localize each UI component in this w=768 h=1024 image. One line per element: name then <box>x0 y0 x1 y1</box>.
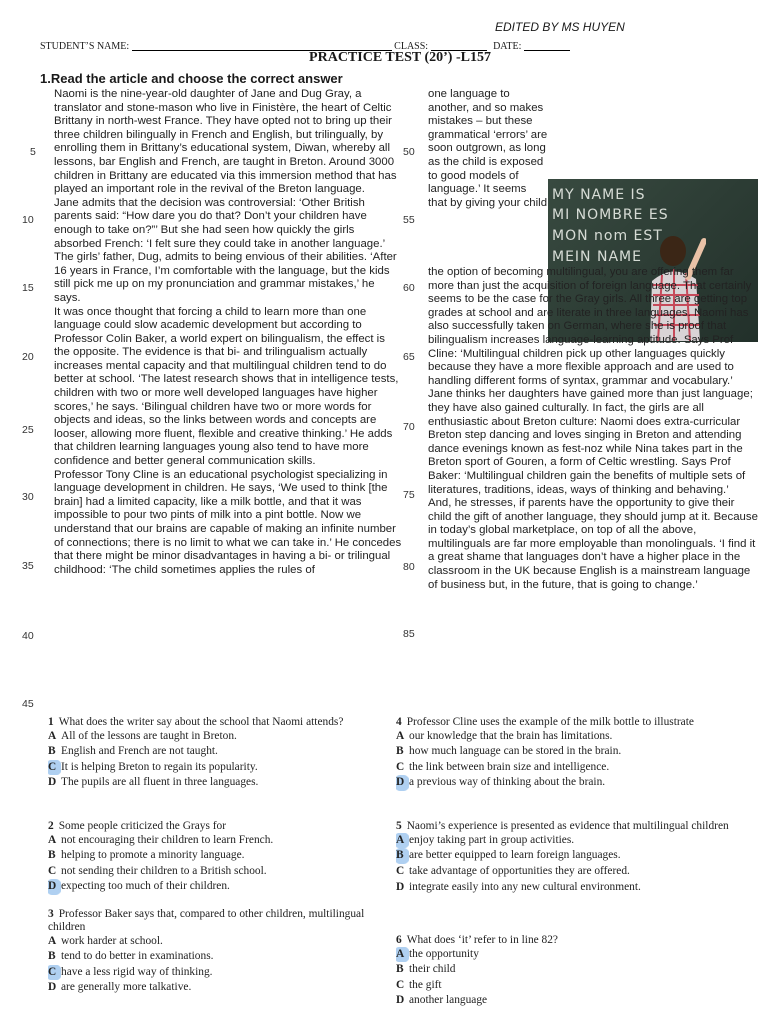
article-left-column <box>54 88 402 577</box>
article-paragraph: one language to another, and so makes mistakes – but these grammatical ‘errors’ are soon outgrown, as long as the child is exposed to good models of language.’ It seems that by giving your child <box>428 88 548 209</box>
line-number: 35 <box>22 560 34 572</box>
question-5 <box>396 820 736 894</box>
option-c[interactable]: C the link between brain size and intelligence. <box>396 760 610 773</box>
chalk-text: MON nom EST <box>552 228 663 244</box>
edited-by: EDITED BY MS HUYEN <box>495 20 625 34</box>
option-c[interactable]: C take advantage of opportunities they are offered. <box>396 864 630 877</box>
question-4 <box>396 716 736 791</box>
question-stem: 6 What does ‘it’ refer to in line 82? <box>396 934 558 946</box>
option-d[interactable]: D The pupils are all fluent in three languages. <box>48 776 259 789</box>
line-number: 60 <box>403 282 415 294</box>
option-a[interactable]: A our knowledge that the brain has limitations. <box>396 730 613 742</box>
answer-mark: D <box>396 775 409 790</box>
line-number: 15 <box>22 282 34 294</box>
line-number: 80 <box>403 561 415 573</box>
question-3 <box>48 908 378 996</box>
option-d[interactable]: D expecting too much of their children. <box>48 879 378 894</box>
student-name-label: STUDENT’S NAME: <box>40 41 130 52</box>
article <box>0 88 768 710</box>
option-b[interactable]: B are better equipped to learn foreign languages. <box>396 848 736 863</box>
line-number: 20 <box>22 351 34 363</box>
question-stem: 4 Professor Cline uses the example of the milk bottle to illustrate <box>396 716 694 728</box>
line-number: 85 <box>403 628 415 640</box>
line-number: 25 <box>22 424 34 436</box>
article-right-top <box>428 88 548 210</box>
answer-mark: D <box>48 879 61 894</box>
option-a[interactable]: A enjoy taking part in group activities. <box>396 833 736 848</box>
option-d[interactable]: D integrate easily into any new cultural environment. <box>396 881 641 894</box>
line-number: 50 <box>403 146 415 158</box>
question-stem: 5 Naomi’s experience is presented as evidence that multilingual children <box>396 820 729 832</box>
option-a[interactable]: A the opportunity <box>396 947 736 962</box>
option-d[interactable]: D another language <box>396 994 488 1007</box>
option-a[interactable]: A not encouraging their children to learn French. <box>48 834 274 846</box>
option-c[interactable]: C have a less rigid way of thinking. <box>48 965 378 980</box>
option-c[interactable]: C It is helping Breton to regain its popularity. <box>48 760 378 775</box>
article-paragraph: the option of becoming multilingual, you are offering them far more than just the acquisition of foreign language. That certainly seems to be the case for the Gray girls. All three are getting top grades at school and are literate in three languages. Naomi has also successfully taken on German, where she is proof that bilingualism increases language-learning aptitude. Says Prof Cline: ‘Multilingual children pick up other languages quickly because they have a more flexible approach and are used to handling different forms of syntax, grammar and vocabulary.’ <box>428 266 752 387</box>
chalk-text: MEIN NAME <box>552 249 642 265</box>
answer-mark: C <box>48 760 61 775</box>
line-number: 40 <box>22 630 34 642</box>
option-c[interactable]: C the gift <box>396 978 442 991</box>
line-number: 70 <box>403 421 415 433</box>
question-stem: 1 What does the writer say about the school that Naomi attends? <box>48 716 344 728</box>
line-number: 10 <box>22 214 34 226</box>
class-label: CLASS: <box>394 41 429 52</box>
article-right-column <box>428 266 758 592</box>
article-paragraph: And, he stresses, if parents have the opportunity to give their child the gift of another language, they should jump at it. Because in today’s global marketplace, on top of all the above, multilinguals are far more employable than monolinguals. ‘I find it a great shame that languages don’t have a higher place in the classroom in the UK because English is a mainstream language of business but, in the future, that is going to change.’ <box>428 497 758 591</box>
question-2 <box>48 820 378 895</box>
test-title: PRACTICE TEST (20’) -L157 <box>309 50 491 65</box>
article-paragraph: Jane thinks her daughters have gained more than just language; they have also gained culturally. In fact, the girls are all enthusiastic about Breton culture: Naomi does extra-curricular Breton step dancing and loves singing in Breton and attending dance evenings known as fest-noz while Nina takes part in the Breton sport of Gouren, a form of Celtic wrestling. Says Prof Baker: ‘Multilingual children gain the benefits of multiple sets of literatures, traditions, ideas, ways of thinking and behaving.’ <box>428 388 753 496</box>
line-number: 45 <box>22 698 34 710</box>
line-number: 75 <box>403 489 415 501</box>
article-paragraph: Professor Tony Cline is an educational psychologist specializing in language development in children. He says, ‘We used to think [the brain] had a limited capacity, like a milk bottle, and that it was impossible to pour two pints of milk into a pint bottle. Now we understand that our brains are capable of making an infinite number of connections; there is no limit to what we can take in.’ He concedes that there might be minor disadvantages in having a bi- or trilingual childhood: ‘The child sometimes applies the rules of <box>54 468 402 576</box>
option-d[interactable]: D a previous way of thinking about the brain. <box>396 775 736 790</box>
question-1 <box>48 716 378 791</box>
question-stem: 3 Professor Baker says that, compared to other children, multilingual children <box>48 908 365 933</box>
article-paragraph: Naomi is the nine-year-old daughter of Jane and Dug Gray, a translator and stone-mason who live in Finistère, the heart of Celtic Brittany in north-west France. They have opted not to bring up their three children bilingually in French and English, but trilingually, by enrolling them in Brittany’s educational system, Diwan, whereby all lessons, bar English and French, are taught in Breton. Around 3000 children in Brittany are educated via this immersion method that has played an important role in the revival of the Breton language. <box>54 88 397 196</box>
option-a[interactable]: A work harder at school. <box>48 935 163 947</box>
question-stem: 2 Some people criticized the Grays for <box>48 820 227 832</box>
chalk-text: MY NAME IS <box>552 187 646 203</box>
questions-section <box>0 716 768 1016</box>
question-6 <box>396 934 736 1009</box>
answer-mark: B <box>396 848 409 863</box>
option-b[interactable]: B their child <box>396 963 456 976</box>
option-b[interactable]: B English and French are not taught. <box>48 745 218 758</box>
chalk-text: MI NOMBRE ES <box>552 207 669 223</box>
task-instruction: 1.Read the article and choose the correct answer <box>40 71 343 86</box>
line-number: 55 <box>403 214 415 226</box>
answer-mark: A <box>396 833 409 848</box>
line-number: 5 <box>30 146 36 158</box>
answer-mark: A <box>396 947 409 962</box>
option-b[interactable]: B how much language can be stored in the brain. <box>396 745 622 758</box>
date-label: DATE: <box>493 41 522 52</box>
answer-mark: C <box>48 965 61 980</box>
article-paragraph: Jane admits that the decision was controversial: ‘Other British parents said: “How dare you do that? Don’t your children have enough to take on?”’ But she had seen how quickly the girls absorbed French: ‘I felt sure they could take in another language.’ The girls’ father, Dug, admits to being envious of their abilities. ‘After 16 years in France, I’m comfortable with the language, but the kids still pick me up on my pronunciation and grammar mistakes,’ he says. <box>54 196 397 304</box>
line-number: 30 <box>22 491 34 503</box>
option-a[interactable]: A All of the lessons are taught in Breton. <box>48 730 237 742</box>
option-c[interactable]: C not sending their children to a British school. <box>48 864 267 877</box>
line-number: 65 <box>403 351 415 363</box>
option-d[interactable]: D are generally more talkative. <box>48 981 192 994</box>
option-b[interactable]: B tend to do better in examinations. <box>48 950 214 963</box>
option-b[interactable]: B helping to promote a minority language. <box>48 849 245 862</box>
article-paragraph: It was once thought that forcing a child to learn more than one language could slow academic development but according to Professor Colin Baker, a world expert on bilingualism, the effect is the opposite. The evidence is that bi- and trilingualism actually increases mental capacity and that multilingual children tend to do better at school. ‘The latest research shows that in intelligence tests, children with two or more well developed languages have higher scores,’ he says. ‘Bilingual children have two or more words for objects and ideas, so the links between words and concepts are looser, allowing more fluent, flexible and creative thinking.’ He adds that children learning languages young also tend to have more confidence and better general communication skills. <box>54 305 399 468</box>
